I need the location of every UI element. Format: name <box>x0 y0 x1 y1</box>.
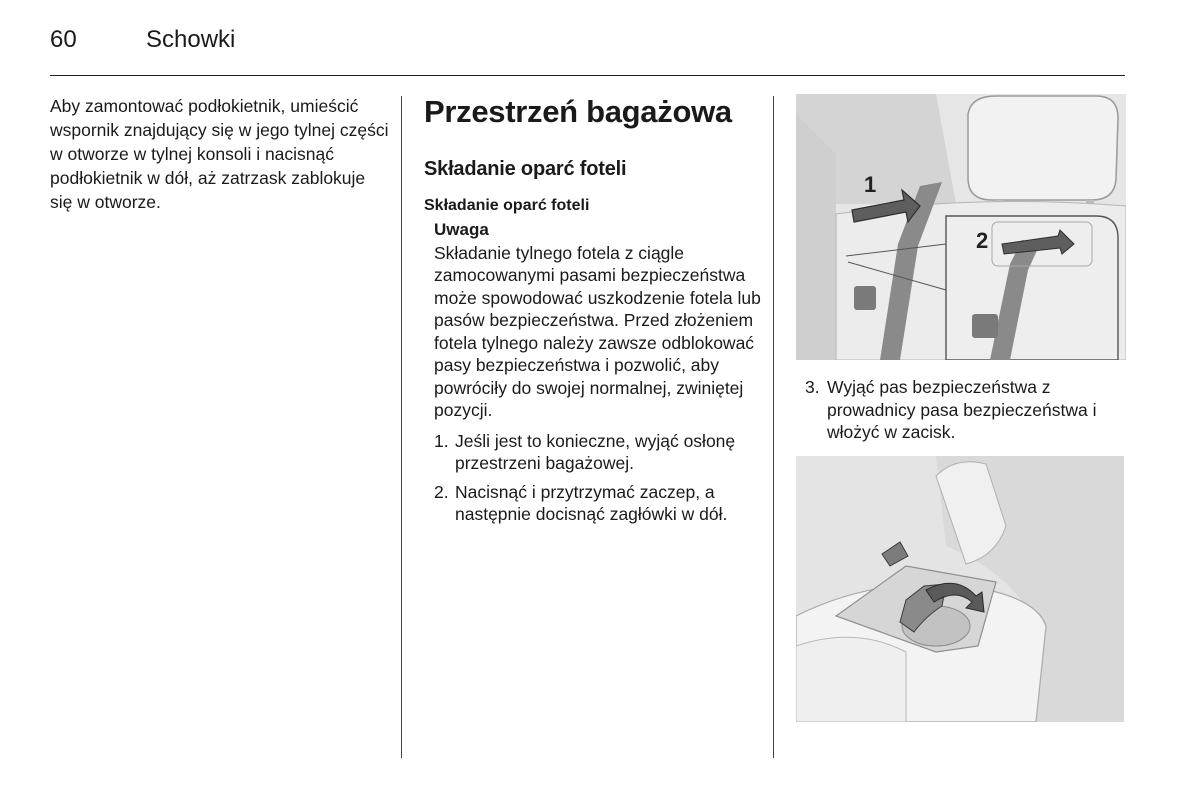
note-text: Składanie tylnego fotela z ciągle zamocowanymi pasami bezpieczeństwa może spowodować uszkodzenie fotela lub pasów bezpieczeństwa. Przed złożeniem fotela tylnego należy zawsze odblokować pasy bezpieczeństwa i pozwolić, aby powróciły do swojej normalnej, zwiniętej pozycji. <box>434 242 761 420</box>
step-text: Jeśli jest to konieczne, wyjąć osłonę przestrzeni bagażowej. <box>455 430 736 473</box>
column-divider-right <box>773 96 774 758</box>
column-divider-left <box>401 96 402 758</box>
step-text: Wyjąć pas bezpieczeństwa z prowadnicy pasa bezpieczeństwa i włożyć w zacisk. <box>827 377 1097 442</box>
subheading: Składanie oparć foteli <box>424 158 627 180</box>
step-number: 3. <box>805 377 820 397</box>
caution-note <box>434 219 764 422</box>
callout-label-2: 2 <box>976 228 989 253</box>
step-number: 1. <box>434 430 449 451</box>
section-title: Schowki <box>146 26 236 53</box>
list-item <box>434 481 764 526</box>
seatbelt-clip-illustration <box>796 456 1124 722</box>
armrest-paragraph: Aby zamontować podłokietnik, umieścić wspornik znajdujący się w jego tylnej części w otworze w tylnej konsoli i nacisnąć podłokietnik w dół, aż zatrzask zablokuje się w otworze. <box>50 96 389 212</box>
header-divider <box>50 75 1125 76</box>
steps-list <box>434 430 764 526</box>
middle-column <box>424 92 764 532</box>
subsubheading: Składanie oparć foteli <box>424 197 590 214</box>
step-number: 2. <box>434 481 449 502</box>
left-column <box>50 94 390 214</box>
note-title: Uwaga <box>434 220 489 239</box>
headrest-seatbelt-illustration <box>796 94 1126 360</box>
list-item <box>434 430 764 475</box>
list-item <box>805 376 1126 444</box>
callout-label-1: 1 <box>864 172 877 197</box>
right-column <box>796 94 1126 722</box>
step-text: Nacisnąć i przytrzymać zaczep, a następnie docisnąć zagłówki w dół. <box>455 481 728 524</box>
page-number: 60 <box>50 26 77 53</box>
page-heading: Przestrzeń bagażowa <box>424 94 732 129</box>
